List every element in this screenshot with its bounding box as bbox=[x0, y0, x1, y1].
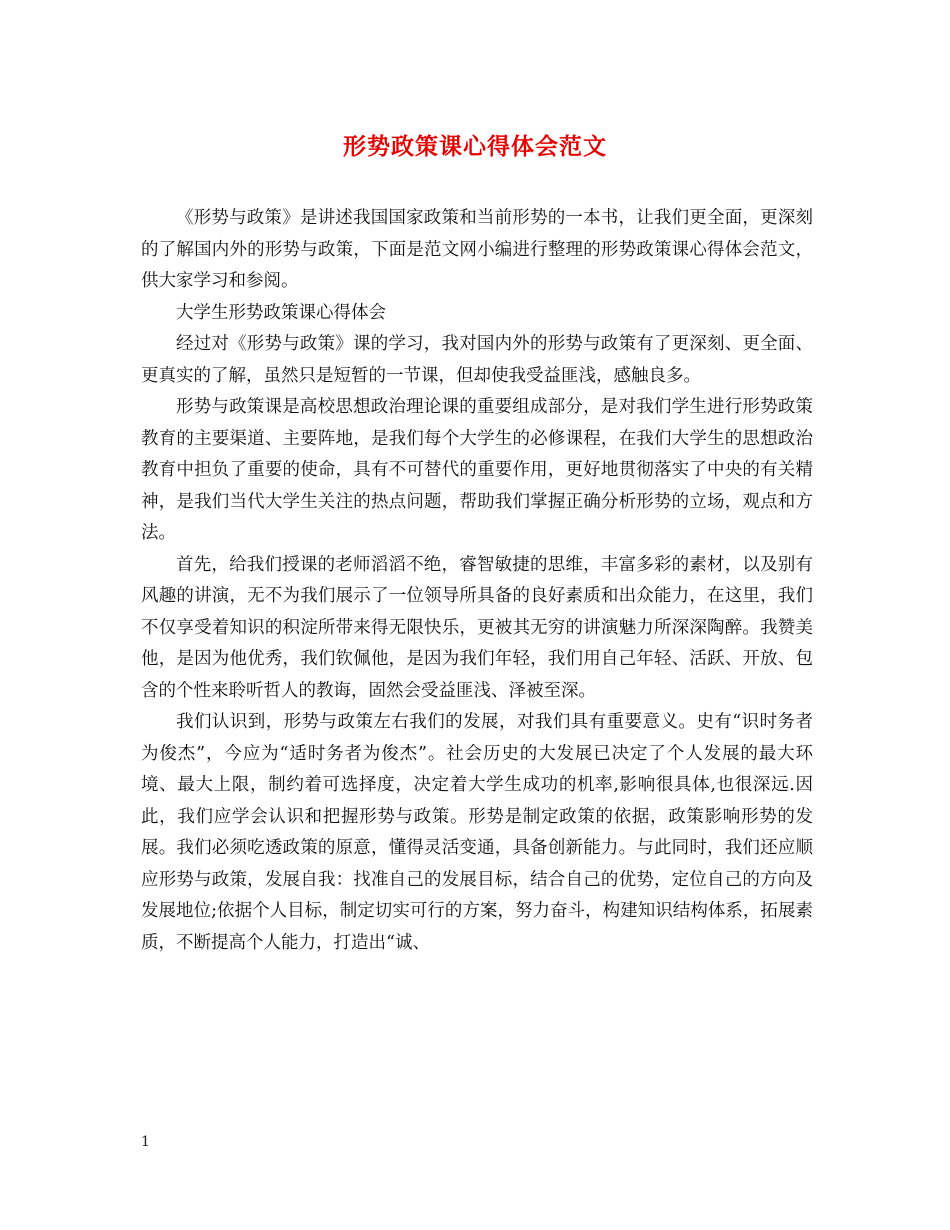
document-body bbox=[141, 203, 813, 959]
paragraph-subheading: 大学生形势政策课心得体会 bbox=[176, 302, 386, 323]
document-title: 形势政策课心得体会范文 bbox=[343, 133, 607, 160]
paragraph-course-importance: 形势与政策课是高校思想政治理论课的重要组成部分，是对我们学生进行形势政策教育的主要渠道、主要阵地，是我们每个大学生的必修课程，在我们大学生的思想政治教育中担负了重要的使命，具有不可替代的重要作用，更好地贯彻落实了中央的有关精神，是我们当代大学生关注的热点问题，帮助我们掌握正确分析形势的立场，观点和方法。 bbox=[141, 397, 813, 543]
paragraph-teacher: 首先，给我们授课的老师滔滔不绝，睿智敏捷的思维，丰富多彩的素材，以及别有风趣的讲演，无不为我们展示了一位领导所具备的良好素质和出众能力，在这里，我们不仅享受着知识的积淀所带来得无限快乐，更被其无穷的讲演魅力所深深陶醉。我赞美他，是因为他优秀，我们钦佩他，是因为我们年轻，我们用自己年轻、活跃、开放、包含的个性来聆听哲人的教诲，固然会受益匪浅、泽被至深。 bbox=[141, 554, 813, 701]
paragraph-learning: 经过对《形势与政策》课的学习，我对国内外的形势与政策有了更深刻、更全面、更真实的了解，虽然只是短暂的一节课，但却使我受益匪浅，感触良多。 bbox=[141, 334, 813, 386]
paragraph-recognition: 我们认识到，形势与政策左右我们的发展，对我们具有重要意义。史有“识时务者为俊杰”，今应为“适时务者为俊杰”。社会历史的大发展已决定了个人发展的最大环境、最大上限，制约着可选择度，决定着大学生成功的机率,影响很具体,也很深远.因此，我们应学会认识和把握形势与政策。形势是制定政策的依据，政策影响形势的发展。我们必须吃透政策的原意，懂得灵活变通，具备创新能力。与此同时，我们还应顺应形势与政策，发展自我：找准自己的发展目标，结合自己的优势，定位自己的方向及发展地位;依据个人目标，制定切实可行的方案，努力奋斗，构建知识结构体系，拓展素质，不断提高个人能力，打造出“诚、 bbox=[141, 712, 813, 953]
page-number: 1 bbox=[141, 1134, 150, 1150]
paragraph-intro: 《形势与政策》是讲述我国国家政策和当前形势的一本书，让我们更全面，更深刻的了解国内外的形势与政策，下面是范文网小编进行整理的形势政策课心得体会范文，供大家学习和参阅。 bbox=[141, 208, 813, 291]
